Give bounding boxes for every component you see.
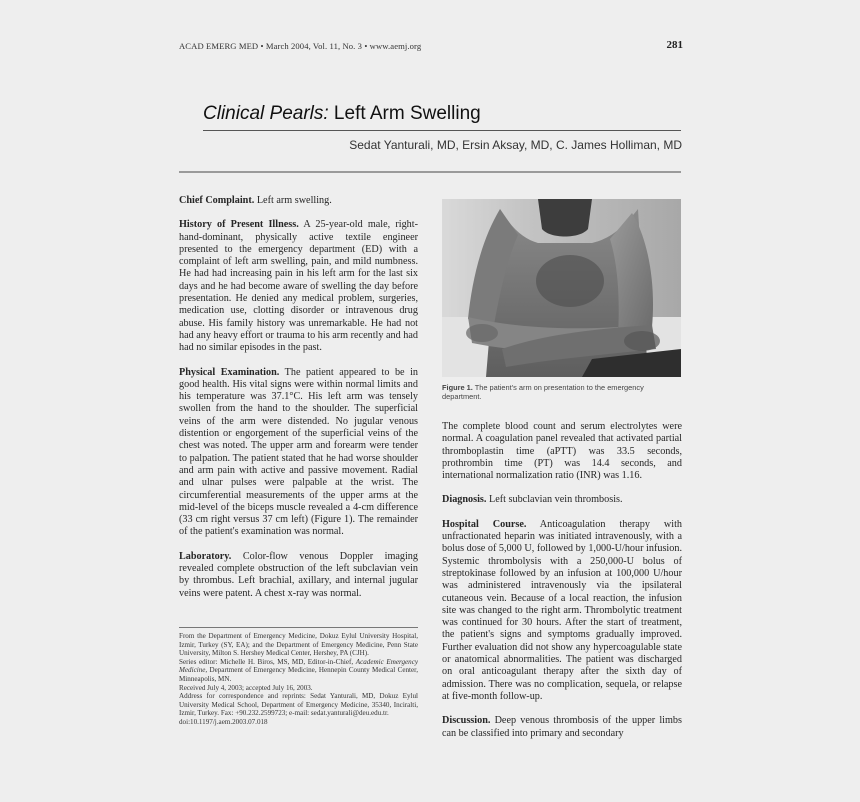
patient-arm-photo: [442, 199, 681, 377]
author-list: Sedat Yanturali, MD, Ersin Aksay, MD, C. James Holliman, MD: [349, 138, 682, 152]
diagnosis-paragraph: [442, 494, 682, 506]
history-text: A 25-year-old male, right-hand-dominant, physically active textile engineer presented to the emergency department (ED) with a complaint of left arm swelling, pain, and mild numbness. He had had increasing pain in his left arm for the last six days and he had become aware of swelling the day before presentation. He denied any medical problem, surgeries, medication use, clotting disorder or intravenous drug abuse. His family history was unremarkable. He had not had any heavy effort or trauma to his arm recently and had had no similar episodes in the past.: [179, 219, 418, 354]
chief-complaint-paragraph: [179, 195, 418, 207]
physical-exam-text: The patient appeared to be in good health. His vital signs were within normal limits and his temperature was 37.1°C. His left arm was tensely swollen from the hand to the shoulder. The superficial veins of the arm were distended. No jugular venous distention or engorgement of the superficial veins of the chest was noted. The upper arm and forearm were tender to palpation. The patient stated that he had worse shoulder and arm pain with active and passive movement. Radial and ulnar pulses were palpable at the wrist. The circumferential measurements of the upper arms at the mid-level of the biceps muscle revealed a 4-cm difference (33 cm right versus 37 cm left) (Figure 1). The remainder of the patient's examination was normal.: [179, 366, 418, 538]
labs-paragraph: The complete blood count and serum electrolytes were normal. A coagulation panel revealed that activated partial thromboplastin time (aPTT) was 33.5 seconds, prothrombin time (PT) was 14.4 seconds, and international normalization ratio (INR) was 1.16.: [442, 421, 682, 482]
article-title: [203, 103, 683, 125]
laboratory-text: Color-flow venous Doppler imaging revealed complete obstruction of the left subclavian vein by thrombus. Left brachial, axillary, and internal jugular veins were patent. A chest x-ray was normal.: [179, 550, 418, 599]
discussion-paragraph: [442, 715, 682, 740]
footnote-rule: [179, 627, 418, 628]
footnote-editor-post: , Department of Emergency Medicine, Hennepin County Medical Center, Minneapolis, MN.: [179, 666, 418, 683]
figure-photo: [442, 199, 681, 377]
footnote-editor-journal: Academic Emergency Medicine: [179, 657, 419, 675]
discussion-heading: Discussion.: [442, 715, 491, 727]
laboratory-paragraph: [179, 551, 418, 600]
running-head: ACAD EMERG MED • March 2004, Vol. 11, No. 3 • www.aemj.org: [179, 41, 422, 51]
physical-exam-heading: Physical Examination.: [179, 366, 280, 378]
footnotes: [179, 632, 418, 727]
diagnosis-text: Left subclavian vein thrombosis.: [486, 494, 623, 506]
figure-caption: [442, 383, 682, 401]
footnote-editor-pre: Series editor: Michelle H. Biros, MS, MD, Editor-in-Chief,: [179, 657, 356, 666]
diagnosis-heading: Diagnosis.: [442, 494, 487, 506]
footnote-doi: doi:10.1197/j.aem.2003.07.018: [179, 717, 268, 726]
footnote-editor: [179, 658, 418, 684]
history-heading: History of Present Illness.: [179, 219, 299, 231]
title-rule: [203, 130, 681, 131]
figure-caption-label: Figure 1.: [442, 383, 473, 392]
hospital-course-paragraph: [442, 519, 682, 703]
chief-complaint-text: Left arm swelling.: [254, 195, 332, 206]
footnote-affiliation: From the Department of Emergency Medicine, Dokuz Eylul University Hospital, Izmir, Turkey (SY, EA); and the Department of Emergency Medicine, Penn State University, Milton S. Hershey Medical Center, Hershey, PA (CJH).: [179, 632, 418, 658]
discussion-text: Deep venous thrombosis of the upper limbs can be classified into primary and secondary: [442, 715, 682, 739]
hospital-course-text: Anticoagulation therapy with unfractionated heparin was initiated intravenously, with a bolus dose of 5,000 U, followed by 1,000-U/hour infusion. Systemic thrombolysis with a 250,000-U bolus of streptokinase followed by an infusion at 100,000 U/hour was administered intravenously via the ipsilateral cutaneous vein. Because of a local reaction, the infusion site was changed to the right arm. Thrombolytic treatment was continued for 30 hours. After the start of treatment, the patient's signs and symptoms gradually improved. Further evaluation did not show any hypercoagulable state or anatomical abnormalities. The patient was discharged on oral anticoagulant therapy after the sixth day of admission. There was no complication, sequela, or relapse at five-month follow-up.: [442, 518, 683, 702]
right-column: [442, 421, 682, 752]
header-divider: [179, 171, 681, 173]
title-main: Left Arm Swelling: [328, 103, 481, 124]
chief-complaint-heading: Chief Complaint.: [179, 195, 255, 206]
left-column: [179, 195, 418, 612]
hospital-course-heading: Hospital Course.: [442, 518, 527, 530]
figure-caption-text: The patient's arm on presentation to the emergency department.: [442, 383, 644, 401]
physical-exam-paragraph: [179, 367, 418, 539]
laboratory-heading: Laboratory.: [179, 550, 232, 562]
title-series: Clinical Pearls:: [203, 103, 329, 124]
page-number: 281: [666, 39, 683, 51]
footnote-received: Received July 4, 2003; accepted July 16, 2003.: [179, 683, 313, 692]
footnote-correspondence: Address for correspondence and reprints: Sedat Yanturali, MD, Dokuz Eylul University Medical School, Department of Emergency Medicine, 35340, Inciralti, Izmir, Turkey. Fax: +90.232.2599723; e-mail: sedat.yanturali@deu.edu.tr.: [179, 692, 418, 718]
history-paragraph: [179, 219, 418, 354]
